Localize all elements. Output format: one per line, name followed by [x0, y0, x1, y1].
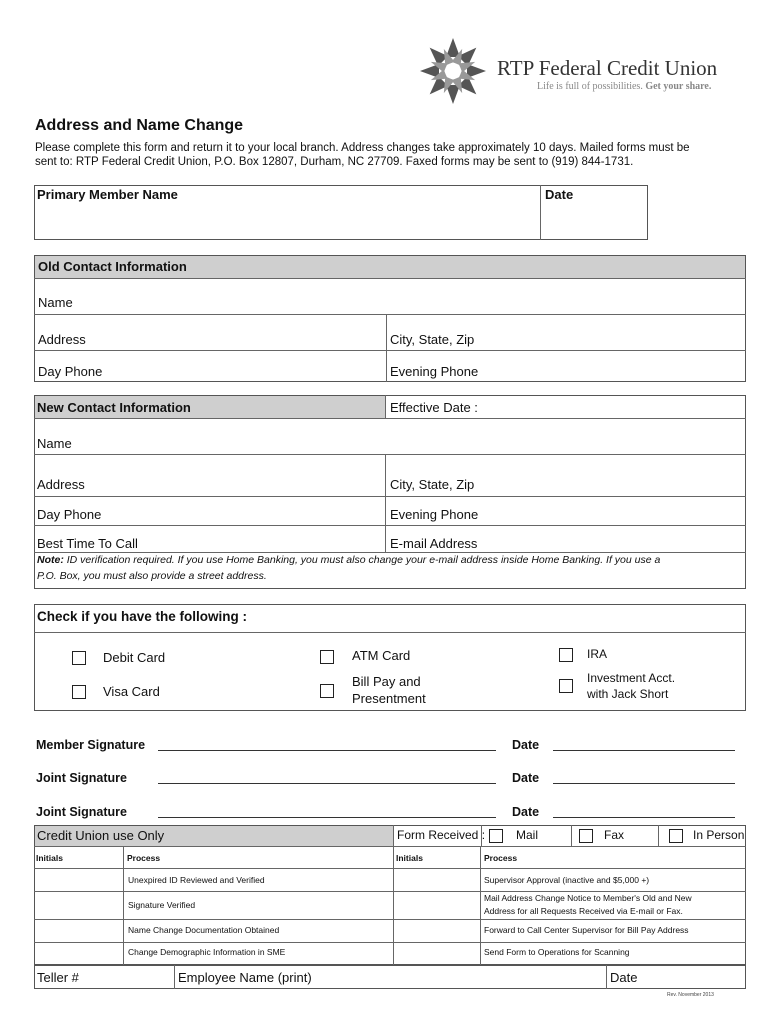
- process-row[interactable]: Mail Address Change Notice to Member's Old and New: [484, 893, 692, 903]
- id-note-line-2: P.O. Box, you must also provide a street address.: [37, 570, 267, 582]
- ira-label: IRA: [587, 647, 608, 661]
- intro-line-2: sent to: RTP Federal Credit Union, P.O. Box 12807, Durham, NC 27709. Faxed forms may be sent to (919) 844-1731.: [35, 156, 634, 168]
- joint-signature-line-2[interactable]: [158, 817, 496, 818]
- atm-card-checkbox[interactable]: [320, 650, 334, 664]
- process-row[interactable]: Unexpired ID Reviewed and Verified: [128, 875, 265, 885]
- investment-label-2: with Jack Short: [587, 687, 669, 701]
- page-title: Address and Name Change: [35, 117, 244, 134]
- process-row[interactable]: Name Change Documentation Obtained: [128, 925, 280, 935]
- process-row[interactable]: Forward to Call Center Supervisor for Bill Pay Address: [484, 925, 689, 935]
- fax-checkbox[interactable]: [579, 829, 593, 843]
- initials-header-left: Initials: [36, 853, 63, 863]
- visa-card-label: Visa Card: [103, 684, 160, 699]
- member-date-label: Date: [512, 738, 540, 752]
- primary-date-label: Date: [545, 187, 574, 202]
- joint-date-label-2: Date: [512, 805, 540, 819]
- logo-emblem-icon: [418, 36, 488, 106]
- employee-name-label[interactable]: Employee Name (print): [178, 970, 312, 985]
- tagline-plain: Life is full of possibilities.: [537, 81, 643, 92]
- process-header-left: Process: [127, 853, 161, 863]
- fax-label: Fax: [604, 828, 625, 842]
- old-address-label[interactable]: Address: [38, 332, 86, 347]
- process-row[interactable]: Address for all Requests Received via E-mail or Fax.: [484, 906, 683, 916]
- joint-date-line-1[interactable]: [553, 783, 735, 784]
- new-contact-header: New Contact Information: [37, 400, 191, 415]
- cu-header: Credit Union use Only: [37, 828, 165, 843]
- joint-signature-label-2: Joint Signature: [36, 805, 127, 819]
- investment-checkbox[interactable]: [559, 679, 573, 693]
- joint-date-line-2[interactable]: [553, 817, 735, 818]
- process-row[interactable]: Send Form to Operations for Scanning: [484, 947, 630, 957]
- mail-label: Mail: [516, 828, 539, 842]
- member-signature-line[interactable]: [158, 750, 496, 751]
- form-received-label: Form Received :: [397, 828, 486, 842]
- new-city-label[interactable]: City, State, Zip: [390, 477, 475, 492]
- email-label[interactable]: E-mail Address: [390, 536, 478, 551]
- process-row[interactable]: Signature Verified: [128, 900, 196, 910]
- visa-card-checkbox[interactable]: [72, 685, 86, 699]
- brand-tagline: [537, 81, 711, 92]
- primary-member-name-field[interactable]: [36, 205, 538, 237]
- process-row[interactable]: Change Demographic Information in SME: [128, 947, 286, 957]
- new-evening-phone-label[interactable]: Evening Phone: [390, 507, 479, 522]
- brand-name: RTP Federal Credit Union: [497, 56, 718, 80]
- process-row[interactable]: Supervisor Approval (inactive and $5,000 +): [484, 875, 650, 885]
- joint-signature-line-1[interactable]: [158, 783, 496, 784]
- new-day-phone-label[interactable]: Day Phone: [37, 507, 102, 522]
- investment-label-1: Investment Acct.: [587, 671, 676, 685]
- primary-date-field[interactable]: [542, 205, 646, 237]
- primary-divider: [540, 185, 541, 240]
- debit-card-label: Debit Card: [103, 650, 166, 665]
- id-note-line-1: [37, 554, 660, 566]
- revision-note: Rev. November 2013: [667, 992, 714, 998]
- teller-date-label[interactable]: Date: [610, 970, 638, 985]
- new-name-label[interactable]: Name: [37, 436, 72, 451]
- old-contact-header: Old Contact Information: [38, 259, 187, 274]
- atm-card-label: ATM Card: [352, 648, 411, 663]
- ira-checkbox[interactable]: [559, 648, 573, 662]
- process-header-right: Process: [484, 853, 518, 863]
- intro-line-1: Please complete this form and return it to your local branch. Address changes take approximately 10 days. Mailed forms must be: [35, 142, 690, 154]
- in-person-checkbox[interactable]: [669, 829, 683, 843]
- member-signature-label: Member Signature: [36, 738, 146, 752]
- initials-header-right: Initials: [396, 853, 423, 863]
- primary-member-name-label: Primary Member Name: [37, 187, 178, 202]
- tagline-bold: Get your share.: [645, 81, 712, 92]
- old-evening-phone-label[interactable]: Evening Phone: [390, 364, 479, 379]
- teller-row: [34, 965, 746, 989]
- old-day-phone-label[interactable]: Day Phone: [38, 364, 103, 379]
- bill-pay-checkbox[interactable]: [320, 684, 334, 698]
- old-name-label[interactable]: Name: [38, 295, 73, 310]
- note-bold: Note:: [37, 554, 64, 566]
- bill-pay-label-1: Bill Pay and: [352, 674, 421, 689]
- effective-date-label[interactable]: Effective Date :: [390, 400, 478, 415]
- check-header: Check if you have the following :: [37, 609, 248, 624]
- in-person-label: In Person: [693, 828, 745, 842]
- debit-card-checkbox[interactable]: [72, 651, 86, 665]
- joint-date-label-1: Date: [512, 771, 540, 785]
- bill-pay-label-2: Presentment: [352, 691, 426, 706]
- best-time-label[interactable]: Best Time To Call: [37, 536, 138, 551]
- member-date-line[interactable]: [553, 750, 735, 751]
- mail-checkbox[interactable]: [489, 829, 503, 843]
- joint-signature-label-1: Joint Signature: [36, 771, 127, 785]
- teller-label[interactable]: Teller #: [37, 970, 79, 985]
- old-city-label[interactable]: City, State, Zip: [390, 332, 475, 347]
- note-text-1: ID verification required. If you use Home Banking, you must also change your e-mail address inside Home Banking. If you use a: [63, 554, 661, 566]
- new-address-label[interactable]: Address: [37, 477, 85, 492]
